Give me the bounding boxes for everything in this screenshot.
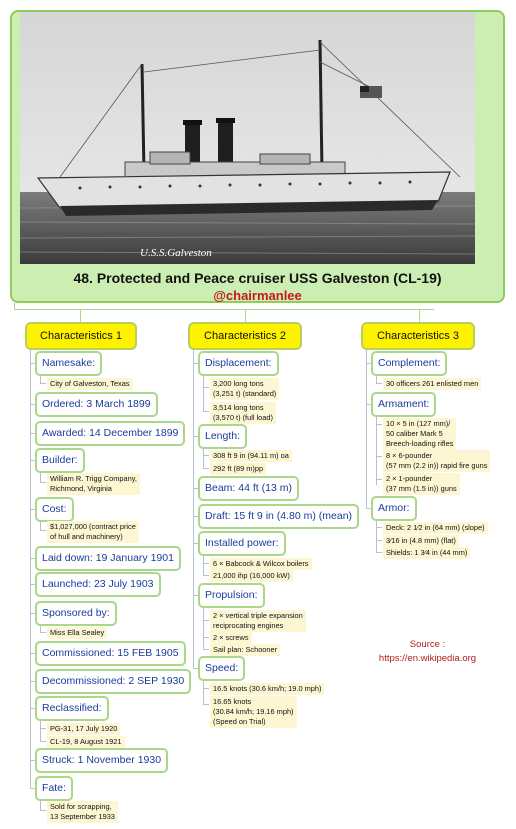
installed-power-detail: 21,000 ihp (16,000 kW): [210, 570, 293, 582]
branch-line: [40, 530, 46, 531]
speed-detail: 16.5 knots (30.6 km/h; 19.0 mph): [210, 683, 324, 695]
source-label: Source :: [409, 639, 446, 650]
branch-line: [376, 424, 382, 425]
cost-box: Cost:: [35, 497, 74, 522]
beam-box: Beam: 44 ft (13 m): [198, 476, 299, 501]
propulsion-detail: 2 × screws: [210, 632, 252, 644]
sponsored-box: Sponsored by:: [35, 601, 117, 626]
reclassified-box: Reclassified:: [35, 696, 109, 721]
armor-detail: Shields: 1 3⁄4 in (44 mm): [383, 547, 470, 559]
page-title: 48. Protected and Peace cruiser USS Galveston (CL-19): [73, 270, 442, 286]
builder-detail: William R. Trigg Company, Richmond, Virginia: [47, 473, 140, 495]
displacement-box: Displacement:: [198, 351, 279, 376]
cost-detail: $1,027,000 (contract price of hull and machinery): [47, 521, 139, 543]
ordered-box: Ordered: 3 March 1899: [35, 392, 158, 417]
column-3-spine: [366, 350, 367, 508]
armor-box: Armor:: [371, 496, 417, 521]
connector-bar: [14, 309, 434, 310]
branch-line: [203, 688, 209, 689]
branch-line: [376, 527, 382, 528]
branch-line: [203, 620, 209, 621]
fate-detail: Sold for scrapping, 13 September 1933: [47, 801, 118, 823]
branch-line: [376, 540, 382, 541]
complement-detail: 30 officers 261 enlisted men: [383, 378, 481, 390]
commissioned-box: Commissioned: 15 FEB 1905: [35, 641, 186, 666]
connector-drop: [419, 309, 420, 322]
branch-line: [40, 728, 46, 729]
branch-line: [376, 552, 382, 553]
armor-detail: 3⁄16 in (4.8 mm) (flat): [383, 535, 459, 547]
branch-line: [203, 449, 204, 468]
sponsored-detail: Miss Ella Sealey: [47, 627, 107, 639]
column-1-spine: [30, 350, 31, 788]
branch-line: [40, 482, 46, 483]
branch-line: [203, 376, 204, 412]
reclassified-detail: PG-31, 17 July 1920: [47, 723, 120, 735]
propulsion-detail: 2 × vertical triple expansion reciprocating engines: [210, 610, 306, 632]
branch-line: [40, 721, 41, 741]
speed-detail: 16.65 knots (30.84 km/h; 19.16 mph) (Speed on Trial): [210, 696, 297, 728]
author-handle: @chairmanlee: [213, 288, 302, 303]
armament-detail: 2 × 1-pounder (37 mm (1.5 in)) guns: [383, 473, 460, 495]
length-detail: 308 ft 9 in (94.11 m) oa: [210, 450, 292, 462]
branch-line: [40, 383, 46, 384]
column-header-1: Characteristics 1: [25, 322, 137, 350]
installed-power-detail: 6 × Babcock & Wilcox boilers: [210, 558, 312, 570]
branch-line: [376, 521, 377, 553]
namesake-detail: City of Galveston, Texas: [47, 378, 133, 390]
length-detail: 292 ft (89 m)pp: [210, 463, 266, 475]
armament-box: Armament:: [371, 392, 436, 417]
branch-line: [203, 681, 204, 705]
displacement-detail: 3,200 long tons (3,251 t) (standard): [210, 378, 279, 400]
armament-detail: 8 × 6-pounder (57 mm (2.2 in)) rapid fire guns: [383, 450, 490, 472]
branch-line: [203, 556, 204, 575]
draft-box: Draft: 15 ft 9 in (4.80 m) (mean): [198, 504, 359, 529]
branch-line: [203, 455, 209, 456]
propulsion-box: Propulsion:: [198, 583, 265, 608]
branch-line: [203, 563, 209, 564]
branch-line: [376, 383, 382, 384]
branch-line: [40, 741, 46, 742]
armament-detail: 10 × 5 in (127 mm)/ 50 caliber Mark 5 Breech-loading rifles: [383, 418, 456, 450]
branch-line: [203, 387, 209, 388]
column-2-spine: [193, 350, 194, 668]
branch-line: [376, 479, 382, 480]
ship-photo: [20, 12, 475, 264]
branch-line: [203, 608, 204, 650]
launched-box: Launched: 23 July 1903: [35, 572, 161, 597]
installed-power-box: Installed power:: [198, 531, 286, 556]
branch-line: [376, 417, 377, 485]
builder-box: Builder:: [35, 448, 85, 473]
armor-detail: Deck: 2 1⁄2 in (64 mm) (slope): [383, 522, 488, 534]
propulsion-detail: Sail plan: Schooner: [210, 644, 280, 656]
fate-box: Fate:: [35, 776, 73, 801]
decommissioned-box: Decommissioned: 2 SEP 1930: [35, 669, 191, 694]
branch-line: [203, 575, 209, 576]
photo-caption: U.S.S.Galveston: [140, 247, 212, 259]
awarded-box: Awarded: 14 December 1899: [35, 421, 185, 446]
length-box: Length:: [198, 424, 247, 449]
laid-down-box: Laid down: 19 January 1901: [35, 546, 181, 571]
displacement-detail: 3,514 long tons (3,570 t) (full load): [210, 402, 276, 424]
reclassified-detail: CL-19, 8 August 1921: [47, 736, 125, 748]
struck-box: Struck: 1 November 1930: [35, 748, 168, 773]
connector-drop: [80, 309, 81, 322]
column-header-3: Characteristics 3: [361, 322, 475, 350]
branch-line: [40, 810, 46, 811]
speed-box: Speed:: [198, 656, 245, 681]
branch-line: [203, 649, 209, 650]
branch-line: [203, 411, 209, 412]
connector-drop: [14, 303, 15, 310]
branch-line: [203, 637, 209, 638]
source-note: [370, 638, 485, 666]
source-link[interactable]: https://en.wikipedia.org: [378, 653, 477, 664]
branch-line: [203, 468, 209, 469]
branch-line: [203, 704, 209, 705]
branch-line: [40, 632, 46, 633]
column-header-2: Characteristics 2: [188, 322, 302, 350]
complement-box: Complement:: [371, 351, 447, 376]
connector-drop: [245, 309, 246, 322]
namesake-box: Namesake:: [35, 351, 102, 376]
branch-line: [376, 456, 382, 457]
